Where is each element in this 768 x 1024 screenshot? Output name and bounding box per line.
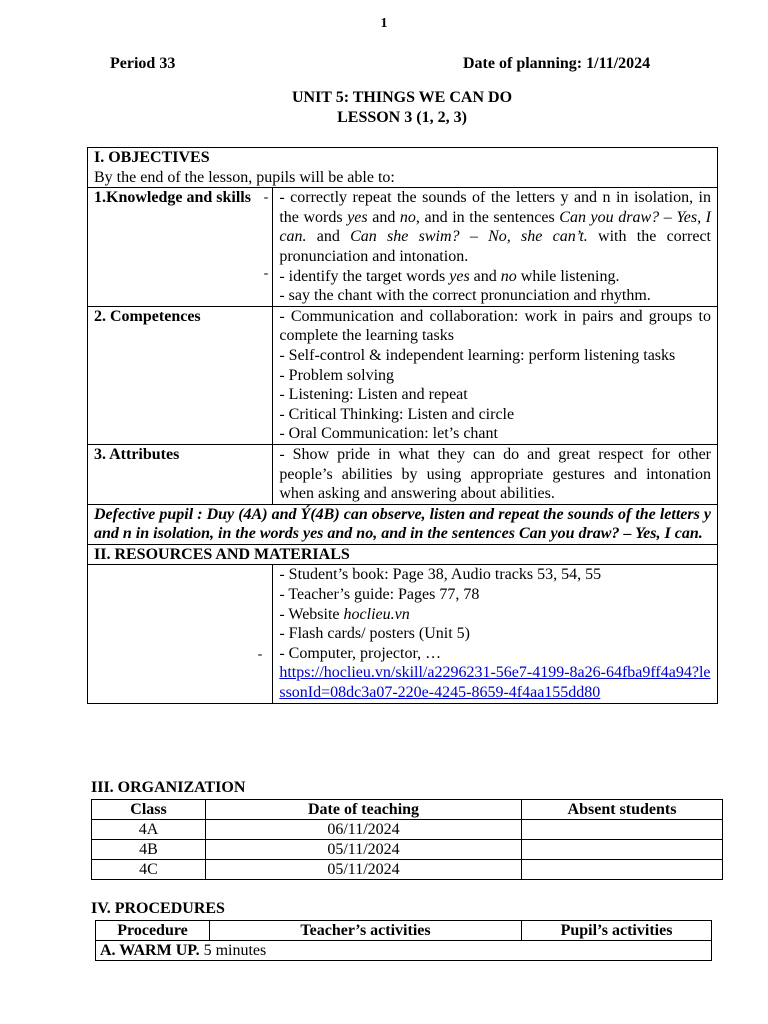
column-header: Teacher’s activities [210, 921, 522, 941]
absent-cell [522, 860, 723, 880]
objectives-table [87, 147, 718, 704]
table-row [92, 820, 723, 840]
class-cell: 4B [92, 840, 206, 860]
resource-item: - Flash cards/ posters (Unit 5) [279, 625, 470, 643]
competence-item: - Communication and collaboration: work in pairs and groups to complete the learning tasks [279, 307, 711, 345]
absent-cell [522, 840, 723, 860]
warm-up-cell [96, 941, 712, 961]
competences-label: 2. Competences [94, 307, 201, 325]
knowledge-label-cell [88, 188, 273, 307]
resources-content-cell [273, 565, 718, 703]
resources-heading-cell [88, 544, 718, 565]
class-cell: 4C [92, 860, 206, 880]
competence-item: - Problem solving [279, 366, 395, 384]
warm-up-time: 5 minutes [199, 942, 267, 959]
date-cell: 05/11/2024 [206, 860, 522, 880]
resource-item-website: - Website hoclieu.vn [279, 605, 410, 623]
attributes-content-cell [273, 444, 718, 504]
knowledge-item-2: - identify the target words yes and no while listening. [279, 267, 620, 285]
class-cell: 4A [92, 820, 206, 840]
competences-content-cell [273, 306, 718, 444]
objectives-intro: By the end of the lesson, pupils will be able to: [94, 168, 395, 186]
dash-marker: - [263, 266, 269, 282]
resources-heading: II. RESOURCES AND MATERIALS [94, 545, 350, 563]
date-cell: 06/11/2024 [206, 820, 522, 840]
table-row [96, 941, 712, 961]
lesson-title: LESSON 3 (1, 2, 3) [337, 109, 467, 126]
lesson-heading [0, 88, 768, 128]
procedures-heading: IV. PROCEDURES [91, 900, 225, 917]
resource-item: - Computer, projector, … [279, 644, 442, 662]
competence-item: - Critical Thinking: Listen and circle [279, 405, 515, 423]
date-cell: 05/11/2024 [206, 840, 522, 860]
objectives-header-cell [88, 148, 718, 188]
resource-item: - Teacher’s guide: Pages 77, 78 [279, 586, 480, 604]
table-header-row [92, 800, 723, 820]
period-label: Period 33 [110, 55, 176, 72]
procedures-table [95, 920, 712, 961]
warm-up-label: A. WARM UP. [100, 942, 200, 959]
organization-heading: III. ORGANIZATION [91, 779, 246, 796]
website-name: hoclieu.vn [343, 605, 410, 623]
competence-item: - Self-control & independent learning: perform listening tasks [279, 346, 676, 364]
page-number: 1 [380, 16, 388, 31]
table-row [92, 840, 723, 860]
knowledge-content-cell [273, 188, 718, 307]
table-row [92, 860, 723, 880]
table-header-row [96, 921, 712, 941]
knowledge-item-1: - correctly repeat the sounds of the letters y and n in isolation, in the words yes and no, and in the sentences Can you draw? – Yes, I can. and Can she swim? – No, she can’t. with the correct pronunciation and intonation. [279, 189, 711, 265]
column-header: Date of teaching [206, 800, 522, 820]
defective-pupil-note: Defective pupil : Duy (4A) and Ý(4B) can observe, listen and repeat the sounds of the letters y and n in isolation, in the words yes and no, and in the sentences Can you draw? – Yes, I can. [94, 505, 711, 543]
column-header: Procedure [96, 921, 210, 941]
competence-item: - Oral Communication: let’s chant [279, 425, 498, 443]
defective-pupil-cell [88, 504, 718, 544]
competences-label-cell [88, 306, 273, 444]
objectives-heading: I. OBJECTIVES [94, 149, 210, 166]
unit-title: UNIT 5: THINGS WE CAN DO [291, 89, 513, 106]
hoclieu-link[interactable]: https://hoclieu.vn/skill/a2296231-56e7-4199-8a26-64fba9ff4a94?lessonId=08dc3a07-220e-4245-8659-4f4aa155dd80 [279, 664, 711, 702]
attributes-label: 3. Attributes [94, 445, 180, 463]
column-header: Class [92, 800, 206, 820]
attributes-label-cell [88, 444, 273, 504]
dash-marker: - [257, 647, 263, 663]
organization-table [91, 799, 723, 880]
dash-marker: - [263, 190, 269, 206]
competence-item: - Listening: Listen and repeat [279, 386, 468, 404]
knowledge-item-3: - say the chant with the correct pronunciation and rhythm. [279, 287, 651, 305]
knowledge-label: 1.Knowledge and skills [94, 189, 251, 207]
column-header: Pupil’s activities [522, 921, 712, 941]
absent-cell [522, 820, 723, 840]
column-header: Absent students [522, 800, 723, 820]
date-of-planning: Date of planning: 1/11/2024 [463, 55, 651, 72]
resource-item: - Student’s book: Page 38, Audio tracks 53, 54, 55 [279, 566, 602, 584]
resources-label-cell [88, 565, 273, 703]
attributes-text: - Show pride in what they can do and great respect for other people’s abilities by using appropriate gestures and intonation when asking and answering about abilities. [279, 445, 711, 503]
